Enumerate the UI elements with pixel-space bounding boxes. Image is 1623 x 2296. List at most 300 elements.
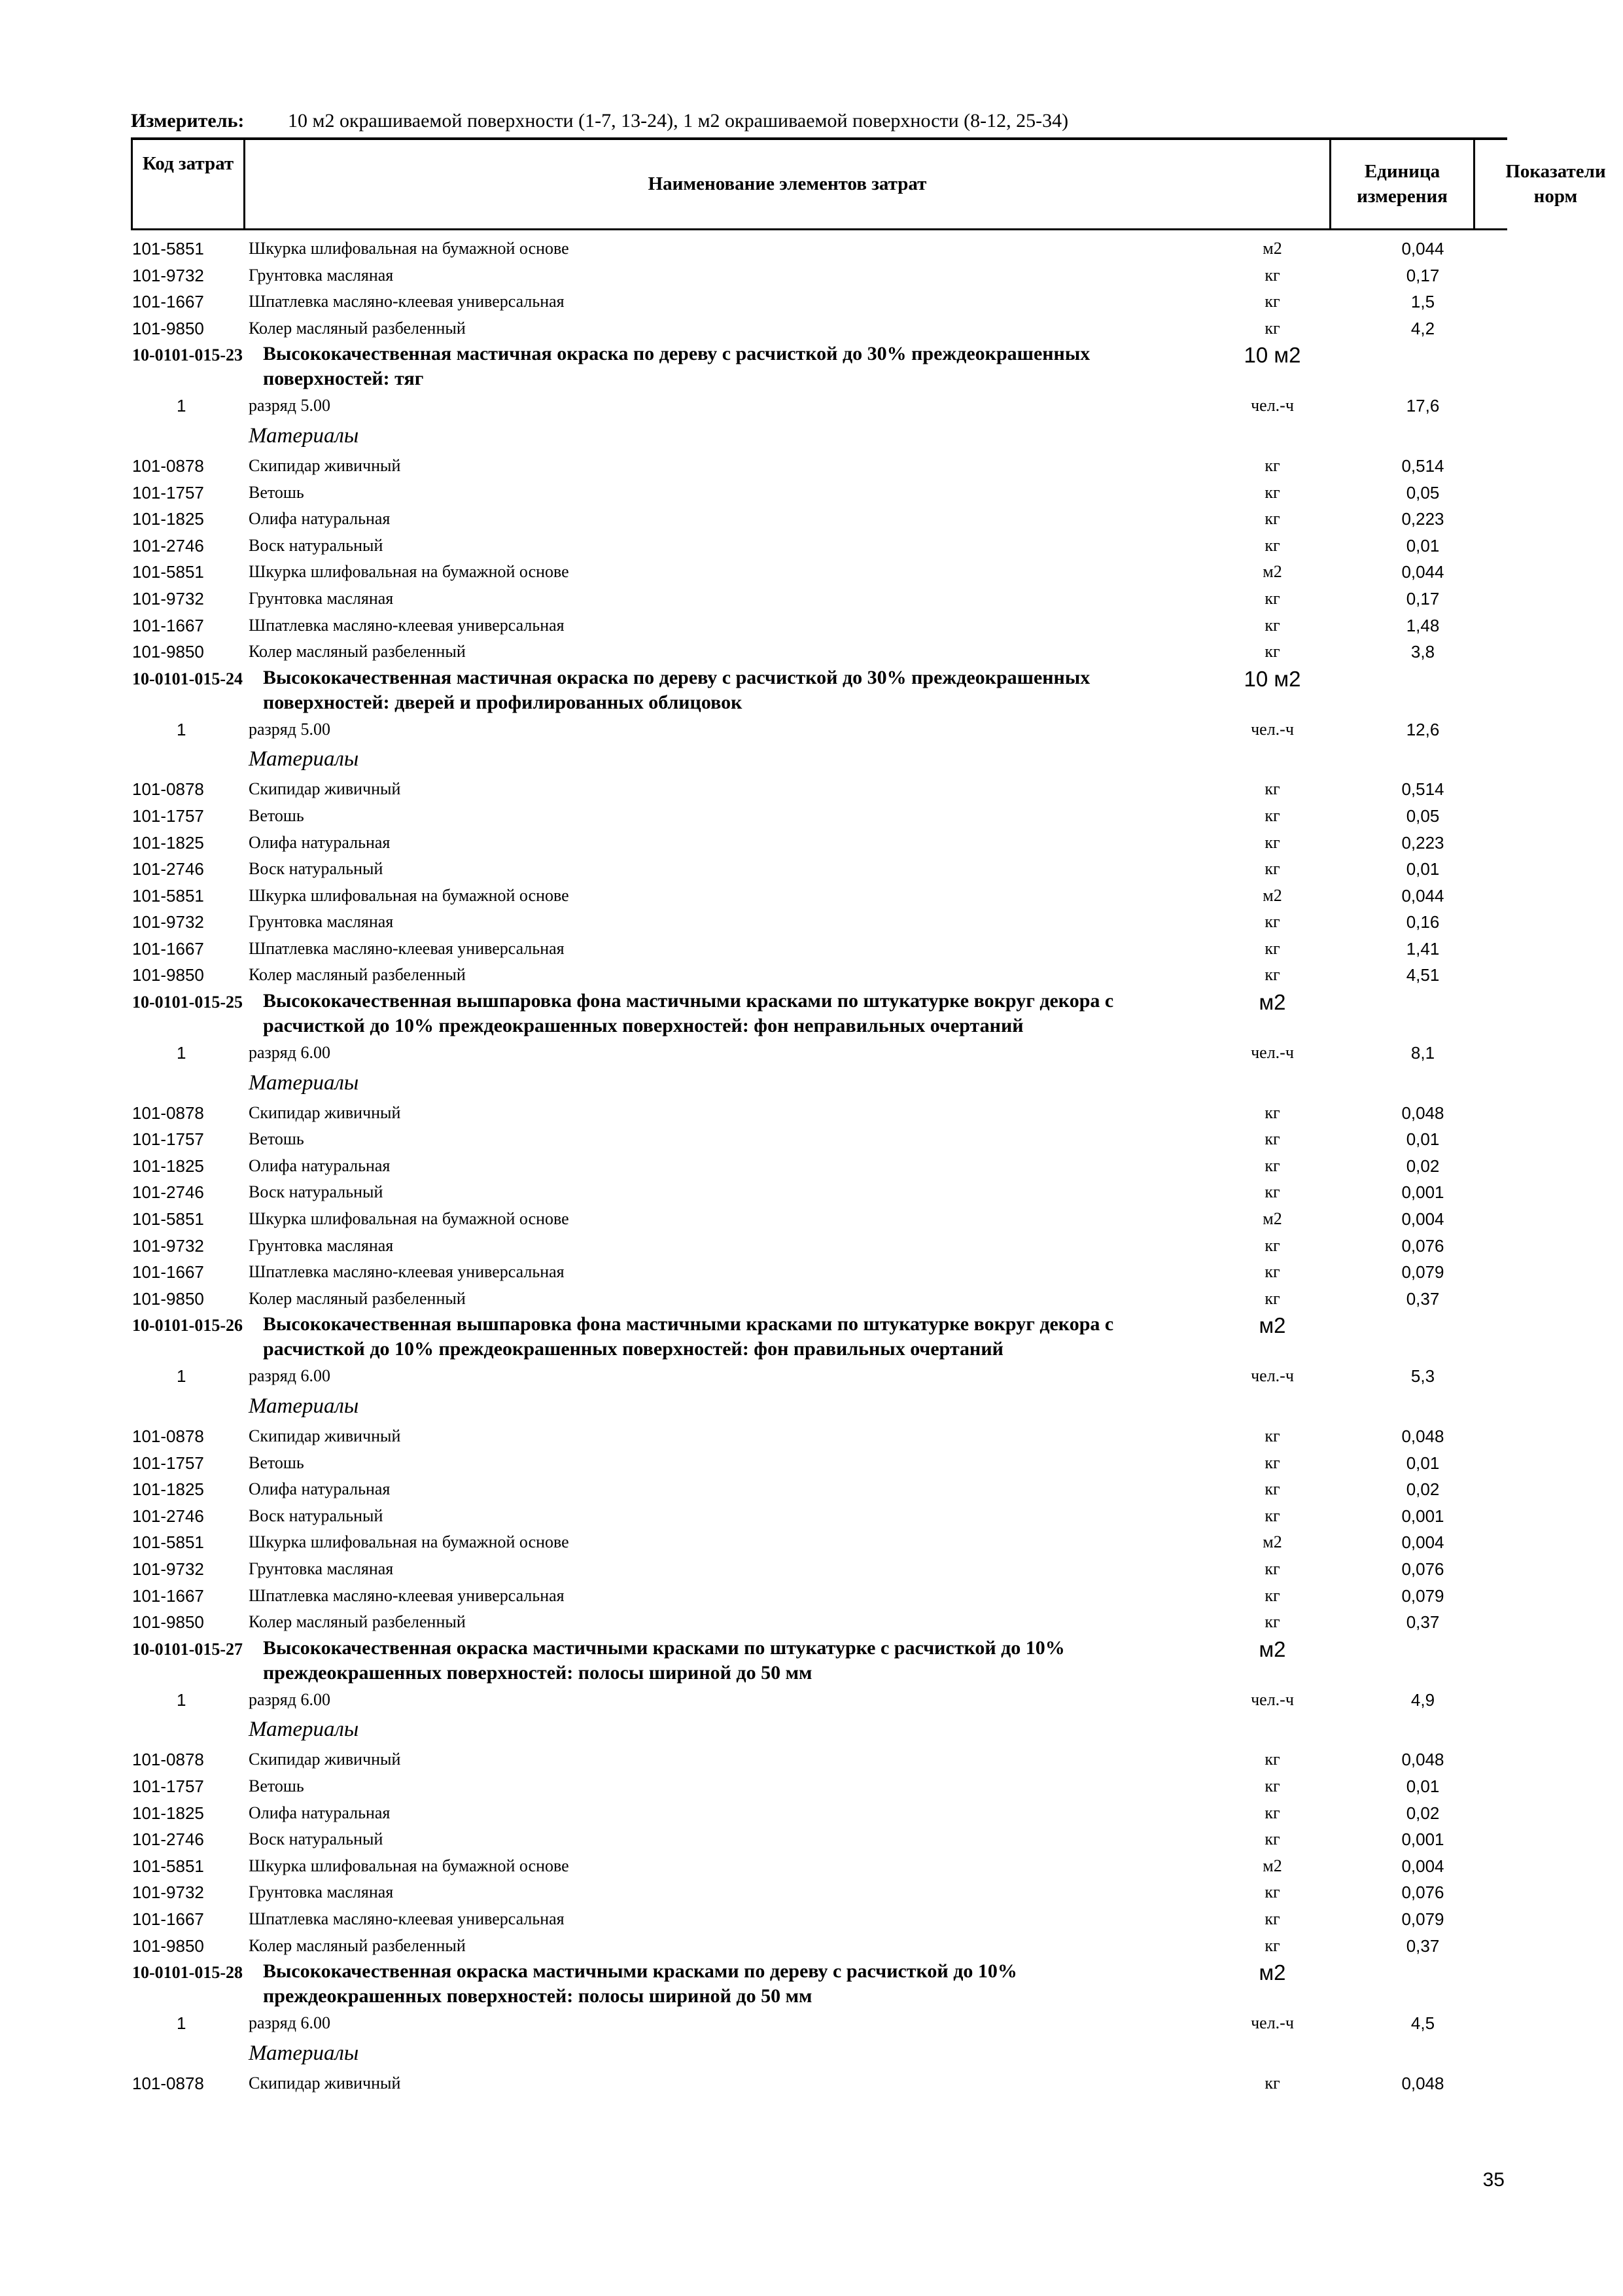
item-name: Олифа натуральная	[249, 832, 391, 852]
labor-unit: чел.-ч	[1251, 719, 1294, 739]
labor-name: разряд 5.00	[249, 719, 330, 739]
labor-number: 1	[177, 1043, 186, 1063]
item-code: 101-1757	[132, 1129, 204, 1150]
item-code: 101-0878	[132, 1750, 204, 1770]
item-name: Грунтовка масляная	[249, 588, 394, 608]
item-name: Скипидар живичный	[249, 1750, 401, 1769]
item-value: 0,048	[1401, 1103, 1444, 1123]
item-name: Ветошь	[249, 1453, 304, 1472]
item-value: 0,044	[1401, 239, 1444, 258]
table-row	[0, 1529, 1623, 1556]
materials-heading-row	[0, 1067, 1623, 1100]
item-unit: кг	[1265, 318, 1280, 338]
section-unit: м2	[1259, 990, 1286, 1015]
labor-row	[0, 393, 1623, 419]
section-title: Высококачественная мастичная окраска по дереву с расчисткой до 30% преждеокрашенных поверхностей: дверей и профилированных облицовок	[263, 666, 1091, 713]
item-code: 101-2746	[132, 1182, 204, 1203]
table-row	[0, 2070, 1623, 2097]
section-code: 10-0101-015-27	[132, 1639, 243, 1659]
item-code: 101-9850	[132, 1935, 204, 1956]
labor-number: 1	[177, 719, 186, 739]
labor-value: 5,3	[1410, 1366, 1435, 1386]
item-name: Колер масляный разбеленный	[249, 965, 466, 985]
materials-heading: Материалы	[249, 1718, 359, 1742]
item-name: Скипидар живичный	[249, 779, 401, 799]
section-code: 10-0101-015-23	[132, 345, 243, 365]
column-header-unit-line1: Единица	[1364, 160, 1440, 182]
table-row	[0, 1206, 1623, 1233]
item-unit: кг	[1265, 1235, 1280, 1255]
table-row	[0, 480, 1623, 506]
section-row	[0, 342, 1623, 393]
item-name: Шпатлевка масляно-клеевая универсальная	[249, 1909, 565, 1928]
item-code: 101-1757	[132, 1453, 204, 1473]
table-row	[0, 1826, 1623, 1853]
item-value: 0,17	[1406, 265, 1440, 285]
item-code: 101-5851	[132, 1532, 204, 1553]
item-value: 0,076	[1401, 1559, 1444, 1579]
item-name: Скипидар живичный	[249, 2073, 401, 2093]
item-value: 1,48	[1406, 615, 1440, 635]
item-code: 101-0878	[132, 455, 204, 476]
item-value: 0,01	[1406, 1453, 1440, 1473]
item-value: 0,001	[1401, 1829, 1444, 1850]
item-name: Шкурка шлифовальная на бумажной основе	[249, 562, 569, 582]
item-value: 0,01	[1406, 859, 1440, 879]
table-row	[0, 1233, 1623, 1260]
item-code: 101-9732	[132, 1882, 204, 1903]
item-name: Воск натуральный	[249, 535, 383, 555]
table-row	[0, 856, 1623, 883]
item-code: 101-2746	[132, 535, 204, 556]
table-row	[0, 1906, 1623, 1933]
item-value: 0,223	[1401, 832, 1444, 853]
item-name: Олифа натуральная	[249, 1156, 391, 1175]
materials-heading: Материалы	[249, 1070, 359, 1095]
item-value: 0,076	[1401, 1235, 1444, 1256]
item-name: Колер масляный разбеленный	[249, 642, 466, 662]
table-row	[0, 262, 1623, 289]
materials-heading: Материалы	[249, 1394, 359, 1418]
item-code: 101-5851	[132, 239, 204, 258]
item-value: 0,001	[1401, 1506, 1444, 1526]
meter-line	[131, 110, 1505, 132]
item-name: Шкурка шлифовальная на бумажной основе	[249, 1209, 569, 1229]
table-row	[0, 315, 1623, 342]
item-value: 0,37	[1406, 1935, 1440, 1956]
item-code: 101-2746	[132, 1506, 204, 1526]
item-unit: кг	[1265, 455, 1280, 475]
table-row	[0, 559, 1623, 586]
item-value: 4,51	[1406, 965, 1440, 985]
table-row	[0, 883, 1623, 910]
item-name: Шпатлевка масляно-клеевая универсальная	[249, 1585, 565, 1605]
item-code: 101-1667	[132, 938, 204, 959]
item-code: 101-1667	[132, 292, 204, 312]
item-unit: кг	[1265, 1129, 1280, 1149]
item-name: Грунтовка масляная	[249, 1559, 394, 1578]
item-value: 0,076	[1401, 1882, 1444, 1903]
item-value: 0,079	[1401, 1585, 1444, 1606]
table-row	[0, 236, 1623, 262]
table-row	[0, 1286, 1623, 1313]
meter-text: 10 м2 окрашиваемой поверхности (1-7, 13-24), 1 м2 окрашиваемой поверхности (8-12, 25-34)	[288, 110, 1069, 132]
item-code: 101-2746	[132, 859, 204, 879]
table-row	[0, 1879, 1623, 1906]
item-value: 0,048	[1401, 1750, 1444, 1770]
item-name: Олифа натуральная	[249, 1803, 391, 1822]
table-row	[0, 586, 1623, 612]
item-value: 0,37	[1406, 1288, 1440, 1309]
item-unit: м2	[1263, 1209, 1282, 1229]
materials-heading-row	[0, 2037, 1623, 2070]
item-unit: кг	[1265, 938, 1280, 958]
item-code: 101-2746	[132, 1829, 204, 1850]
item-code: 101-9732	[132, 1559, 204, 1579]
item-name: Шпатлевка масляно-клеевая универсальная	[249, 1262, 565, 1282]
item-name: Шкурка шлифовальная на бумажной основе	[249, 1856, 569, 1875]
item-unit: кг	[1265, 1803, 1280, 1822]
item-code: 101-0878	[132, 779, 204, 800]
table-row	[0, 909, 1623, 936]
section-row	[0, 1312, 1623, 1363]
item-code: 101-1757	[132, 805, 204, 826]
section-code: 10-0101-015-25	[132, 993, 243, 1012]
item-code: 101-5851	[132, 1209, 204, 1229]
section-row	[0, 665, 1623, 716]
labor-row	[0, 1687, 1623, 1714]
item-code: 101-9732	[132, 912, 204, 932]
item-unit: м2	[1263, 239, 1282, 258]
item-name: Грунтовка масляная	[249, 1235, 394, 1255]
table-row	[0, 776, 1623, 803]
item-name: Воск натуральный	[249, 1182, 383, 1202]
item-name: Шкурка шлифовальная на бумажной основе	[249, 1532, 569, 1552]
item-unit: кг	[1265, 859, 1280, 879]
table-row	[0, 1423, 1623, 1450]
column-header-norm	[1475, 140, 1623, 228]
table-header	[131, 137, 1606, 230]
labor-name: разряд 6.00	[249, 1689, 330, 1709]
page-number: 35	[1482, 2169, 1505, 2191]
labor-number: 1	[177, 2013, 186, 2034]
item-unit: кг	[1265, 1935, 1280, 1955]
materials-heading: Материалы	[249, 2041, 359, 2065]
item-unit: кг	[1265, 588, 1280, 608]
labor-unit: чел.-ч	[1251, 1366, 1294, 1386]
section-title: Высококачественная окраска мастичными красками по дереву с расчисткой до 10% преждеокрашенных поверхностей: полосы шириной до 50 мм	[263, 1960, 1017, 2007]
item-unit: кг	[1265, 1426, 1280, 1445]
table-row	[0, 1503, 1623, 1530]
labor-name: разряд 5.00	[249, 396, 330, 415]
item-value: 0,01	[1406, 1129, 1440, 1150]
table-row	[0, 962, 1623, 989]
item-unit: кг	[1265, 535, 1280, 555]
item-name: Колер масляный разбеленный	[249, 1612, 466, 1632]
section-title: Высококачественная вышпаровка фона мастичными красками по штукатурке вокруг декора с расчисткой до 10% преждеокрашенных поверхностей: фон правильных очертаний	[263, 1313, 1114, 1360]
item-code: 101-0878	[132, 1103, 204, 1123]
section-unit: 10 м2	[1244, 343, 1301, 368]
item-value: 0,044	[1401, 885, 1444, 906]
table-row	[0, 1126, 1623, 1153]
table-row	[0, 1450, 1623, 1477]
labor-value: 4,5	[1410, 2013, 1435, 2034]
item-code: 101-9850	[132, 1612, 204, 1633]
item-unit: кг	[1265, 1103, 1280, 1122]
item-code: 101-1825	[132, 1479, 204, 1500]
column-header-unit-line2: измерения	[1357, 185, 1448, 207]
labor-row	[0, 1040, 1623, 1067]
item-code: 101-0878	[132, 1426, 204, 1446]
section-row	[0, 989, 1623, 1040]
item-name: Шкурка шлифовальная на бумажной основе	[249, 885, 569, 905]
table-row	[0, 453, 1623, 480]
item-unit: кг	[1265, 265, 1280, 285]
materials-heading-row	[0, 1713, 1623, 1746]
item-name: Колер масляный разбеленный	[249, 318, 466, 338]
item-code: 101-5851	[132, 885, 204, 906]
item-value: 0,17	[1406, 588, 1440, 609]
item-name: Скипидар живичный	[249, 1426, 401, 1445]
item-unit: кг	[1265, 1750, 1280, 1769]
materials-heading-row	[0, 1390, 1623, 1423]
table-row	[0, 830, 1623, 857]
item-value: 0,223	[1401, 509, 1444, 529]
materials-heading: Материалы	[249, 423, 359, 448]
labor-name: разряд 6.00	[249, 2013, 330, 2033]
item-name: Ветошь	[249, 1776, 304, 1795]
section-code: 10-0101-015-26	[132, 1316, 243, 1335]
section-code: 10-0101-015-28	[132, 1963, 243, 1983]
item-name: Грунтовка масляная	[249, 265, 394, 285]
item-value: 0,05	[1406, 805, 1440, 826]
item-value: 1,5	[1410, 292, 1435, 312]
labor-name: разряд 6.00	[249, 1366, 330, 1386]
item-value: 0,05	[1406, 482, 1440, 503]
section-code: 10-0101-015-24	[132, 669, 243, 688]
item-name: Скипидар живичный	[249, 1103, 401, 1122]
item-value: 0,044	[1401, 562, 1444, 582]
item-unit: м2	[1263, 1856, 1282, 1875]
item-name: Олифа натуральная	[249, 509, 391, 529]
item-unit: м2	[1263, 885, 1282, 905]
labor-value: 8,1	[1410, 1043, 1435, 1063]
item-unit: кг	[1265, 1909, 1280, 1928]
labor-row	[0, 716, 1623, 743]
table-row	[0, 1179, 1623, 1206]
item-name: Воск натуральный	[249, 1829, 383, 1849]
item-value: 0,02	[1406, 1803, 1440, 1823]
item-name: Воск натуральный	[249, 1506, 383, 1525]
table-row	[0, 1800, 1623, 1827]
item-unit: кг	[1265, 805, 1280, 825]
item-code: 101-1667	[132, 615, 204, 635]
materials-heading: Материалы	[249, 747, 359, 771]
item-value: 0,048	[1401, 1426, 1444, 1446]
table-row	[0, 1609, 1623, 1636]
item-unit: кг	[1265, 1182, 1280, 1202]
item-code: 101-1757	[132, 1776, 204, 1796]
column-header-norm-line2: норм	[1533, 185, 1578, 207]
item-code: 101-9850	[132, 642, 204, 662]
section-unit: м2	[1259, 1636, 1286, 1661]
item-value: 0,514	[1401, 779, 1444, 800]
item-unit: кг	[1265, 1156, 1280, 1175]
item-value: 0,514	[1401, 455, 1444, 476]
table-row	[0, 1853, 1623, 1880]
item-value: 0,079	[1401, 1909, 1444, 1929]
item-code: 101-5851	[132, 1856, 204, 1876]
item-value: 0,02	[1406, 1479, 1440, 1500]
materials-heading-row	[0, 419, 1623, 453]
item-code: 101-1825	[132, 832, 204, 853]
table-row	[0, 612, 1623, 639]
item-value: 0,004	[1401, 1532, 1444, 1553]
item-unit: кг	[1265, 1612, 1280, 1632]
item-unit: м2	[1263, 562, 1282, 582]
table-row	[0, 1476, 1623, 1503]
item-name: Шпатлевка масляно-клеевая универсальная	[249, 292, 565, 311]
labor-row	[0, 1363, 1623, 1390]
column-header-code: Код затрат	[131, 140, 245, 228]
item-unit: кг	[1265, 2073, 1280, 2093]
item-code: 101-9732	[132, 1235, 204, 1256]
labor-unit: чел.-ч	[1251, 1043, 1294, 1063]
item-unit: кг	[1265, 1585, 1280, 1605]
table-row	[0, 1100, 1623, 1127]
item-value: 0,37	[1406, 1612, 1440, 1633]
labor-value: 17,6	[1406, 396, 1440, 416]
item-code: 101-1757	[132, 482, 204, 503]
item-name: Шкурка шлифовальная на бумажной основе	[249, 239, 569, 258]
table-row	[0, 1933, 1623, 1960]
item-value: 0,079	[1401, 1262, 1444, 1282]
item-code: 101-1825	[132, 1156, 204, 1176]
item-code: 101-9850	[132, 1288, 204, 1309]
item-code: 101-9850	[132, 965, 204, 985]
item-name: Ветошь	[249, 1129, 304, 1149]
labor-value: 4,9	[1410, 1689, 1435, 1710]
item-unit: кг	[1265, 1882, 1280, 1902]
item-name: Шпатлевка масляно-клеевая универсальная	[249, 615, 565, 635]
item-name: Колер масляный разбеленный	[249, 1288, 466, 1308]
labor-number: 1	[177, 396, 186, 416]
item-name: Скипидар живичный	[249, 455, 401, 475]
meter-label: Измеритель:	[131, 110, 245, 132]
item-value: 0,001	[1401, 1182, 1444, 1203]
item-name: Грунтовка масляная	[249, 912, 394, 932]
column-header-name: Наименование элементов затрат	[245, 140, 1331, 228]
item-name: Олифа натуральная	[249, 1479, 391, 1499]
item-value: 0,048	[1401, 2073, 1444, 2093]
item-code: 101-1825	[132, 1803, 204, 1823]
table-row	[0, 639, 1623, 665]
table-row	[0, 533, 1623, 559]
labor-unit: чел.-ч	[1251, 2013, 1294, 2033]
item-code: 101-1667	[132, 1909, 204, 1929]
item-unit: кг	[1265, 779, 1280, 799]
item-value: 0,16	[1406, 912, 1440, 932]
item-unit: кг	[1265, 292, 1280, 311]
labor-number: 1	[177, 1689, 186, 1710]
item-unit: кг	[1265, 1559, 1280, 1578]
item-unit: кг	[1265, 642, 1280, 662]
item-name: Грунтовка масляная	[249, 1882, 394, 1902]
materials-heading-row	[0, 743, 1623, 776]
item-unit: кг	[1265, 1506, 1280, 1525]
column-header-norm-line1: Показатели	[1505, 160, 1606, 182]
table-row	[0, 936, 1623, 963]
section-unit: м2	[1259, 1960, 1286, 1985]
item-code: 101-0878	[132, 2073, 204, 2093]
item-value: 1,41	[1406, 938, 1440, 959]
item-value: 4,2	[1410, 318, 1435, 338]
item-unit: кг	[1265, 615, 1280, 635]
item-name: Ветошь	[249, 805, 304, 825]
section-title: Высококачественная мастичная окраска по дереву с расчисткой до 30% преждеокрашенных поверхностей: тяг	[263, 343, 1091, 390]
item-code: 101-9732	[132, 588, 204, 609]
item-unit: кг	[1265, 1776, 1280, 1795]
item-unit: кг	[1265, 1262, 1280, 1282]
item-unit: м2	[1263, 1532, 1282, 1552]
item-unit: кг	[1265, 1829, 1280, 1849]
section-unit: м2	[1259, 1313, 1286, 1338]
item-value: 0,01	[1406, 535, 1440, 556]
table-row	[0, 1556, 1623, 1583]
table-body	[0, 236, 1623, 2096]
labor-row	[0, 2010, 1623, 2037]
section-title: Высококачественная вышпаровка фона мастичными красками по штукатурке вокруг декора с расчисткой до 10% преждеокрашенных поверхностей: фон неправильных очертаний	[263, 990, 1114, 1037]
section-row	[0, 1636, 1623, 1687]
item-value: 0,004	[1401, 1856, 1444, 1876]
table-row	[0, 803, 1623, 830]
labor-number: 1	[177, 1366, 186, 1386]
labor-name: разряд 6.00	[249, 1043, 330, 1063]
table-row	[0, 1773, 1623, 1800]
labor-unit: чел.-ч	[1251, 1689, 1294, 1709]
section-title: Высококачественная окраска мастичными красками по штукатурке с расчисткой до 10% преждеокрашенных поверхностей: полосы шириной до 50 мм	[263, 1636, 1065, 1684]
column-header-unit	[1331, 140, 1475, 228]
item-unit: кг	[1265, 912, 1280, 932]
table-row	[0, 506, 1623, 533]
item-code: 101-9850	[132, 318, 204, 338]
item-unit: кг	[1265, 509, 1280, 529]
table-row	[0, 1583, 1623, 1610]
item-name: Воск натуральный	[249, 859, 383, 879]
table-row	[0, 1259, 1623, 1286]
item-unit: кг	[1265, 1479, 1280, 1499]
item-unit: кг	[1265, 1453, 1280, 1472]
item-unit: кг	[1265, 482, 1280, 502]
section-unit: 10 м2	[1244, 666, 1301, 691]
item-unit: кг	[1265, 1288, 1280, 1308]
item-code: 101-1667	[132, 1262, 204, 1282]
item-code: 101-1667	[132, 1585, 204, 1606]
labor-unit: чел.-ч	[1251, 396, 1294, 415]
item-code: 101-5851	[132, 562, 204, 582]
table-row	[0, 289, 1623, 315]
item-name: Ветошь	[249, 482, 304, 502]
item-name: Шпатлевка масляно-клеевая универсальная	[249, 938, 565, 958]
item-value: 0,004	[1401, 1209, 1444, 1229]
item-value: 3,8	[1410, 642, 1435, 662]
labor-value: 12,6	[1406, 719, 1440, 739]
table-row	[0, 1746, 1623, 1773]
item-unit: кг	[1265, 832, 1280, 852]
table-row	[0, 1153, 1623, 1180]
item-value: 0,01	[1406, 1776, 1440, 1796]
section-row	[0, 1959, 1623, 2010]
